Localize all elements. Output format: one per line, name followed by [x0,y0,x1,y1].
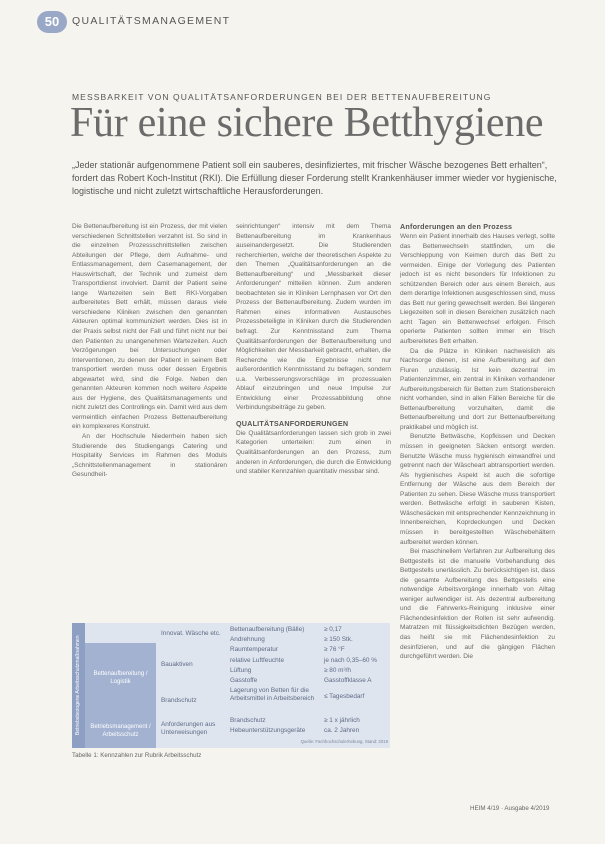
table-cell: ≥ 0,17 [324,626,342,633]
text-column-1 [72,222,227,572]
table-cell: relative Luftfeuchte [230,657,284,664]
table-category: Betriebsbezogene Arbeitsschutzmaßnahmen [72,623,85,748]
table-caption: Tabelle 1: Kennzahlen zur Rubrik Arbeitsschutz [72,752,202,759]
paragraph: Die Bettenaufbereitung ist ein Prozess, der mit vielen verschiedenen Schnittstellen verzahnt ist. So sind in die einzelnen Prozessschnittstellen zwischen Abteilungen der Pflege, dem Aufnahme- und Entlassmanagement, dem Casemanagement, der Hauswirtschaft, der Technik und zumeist dem Transportdienst involviert. Damit der Patient seine lange Wartezeiten sein Bett RKI-Vorgaben aufbereitetes Bett erhält, müssen daraus viele verschiedene Kliniken zwischen den genannten Akteuren optimal kommuniziert werden. Dies ist in der Praxis selbst nicht der Fall und führt nicht nur bei den Patienten zu unangenehmen Wartezeiten. Auch Verzögerungen bei Untersuchungen oder Interventionen, zu denen der Patient in seinem Bett transportiert werden muss oder dessen Ergebnis abgewartet wird, sind die Folge. Neben den genannten Akteuren kommen noch weitere Aspekte aus der Hygiene, des Qualitätsmanagements und nicht zuletzt des Controllings ein. Damit wird aus dem vermeintlich einfachen Prozess Bettenaufbereitung ein komplexeres Konstrukt. [72,223,227,431]
table-cell: Brandschutz [161,697,197,704]
table-cell: Lagerung von Betten für die Arbeitsmittel in Arbeitsbereich [230,687,315,702]
table-cell: Lüftung [230,667,252,674]
text-column-2 [236,222,391,572]
table-cell: ≥ 150 Stk. [324,636,353,643]
table-cell: Anforderungen aus Unterweisungen [161,721,216,736]
section-heading: QUALITÄTSMANAGEMENT [72,15,231,27]
paragraph: Benutzte Bettwäsche, Kopfkissen und Decken müssen in geeigneten Säcken entsorgt werden. Benutzte Wäsche muss hygienisch einwandfrei und getrennt nach der Wäscheart abtransportiert werden. Als hygienisches Aspekt ist auch die sofortige Entfernung der Wäsche aus dem Bereich der Patienten zu sehen. Diese Wäsche muss transportiert werden. Bettwäsche erfolgt in sauberen Kisten, Wäschesäcken mit entsprechender Kennzeichnung in Innenbereichen, Koprdeckungen und Decken müssen in bereitgestellten Wäschebehältern aufbereitet werden können. [400,433,555,546]
article-title: Für eine sichere Betthygiene [70,100,544,146]
paragraph: Wenn ein Patient innerhalb des Hauses verlegt, sollte das Bettenwechseln stattfinden, um die Verschleppung von Keimen durch das Bett zu vermeiden. Einige der Vorlegung des Patienten jedoch ist es nicht besonders für Infektionen zu schützenden Bereich oder aus einem Bereich, aus dem derartige Infektionen ausgeschlossen sind, muss das Bett nur gering gewechselt werden. Bei längeren Liegezeiten soll in diesen Bereichen zusätzlich nach acht Tagen ein Bettenwechsel erfolgen. Frisch operierte Patienten sollten immer ein frisch aufbereitetes Bett erhalten. [400,233,555,346]
text-column-3 [400,222,555,844]
table-cell: ca. 2 Jahren [324,727,360,734]
table-group-label: Bettenaufbereitung / Logistik [85,643,156,713]
table-cell: ≥ 80 m³/h [324,667,351,674]
table-source: Quelle: Fachhochschulerhebung, Stand: 2019 [300,739,388,744]
table-cell: Raumtemperatur [230,646,278,653]
table-cell: Hebeunterstützungsgeräte [230,727,306,734]
subheading: QUALITÄTSANFORDERUNGEN [236,418,349,428]
kpi-table [72,623,390,748]
table-cell: ≥ 1 x jährlich [324,717,360,724]
table-cell: Innovat. Wäsche etc. [161,630,221,637]
paragraph: Da die Plätze in Kliniken nachweislich als Nachsorge dienen, ist eine Aufbereitung auf den Fluren unzulässig. Ist kein dezentral im Patientenzimmer, ein zentral in Kliniken vorhandener Aufbereitungsbereich für Betten zum Stationsbereich nicht vorhanden, sind in allen Fällen Bereiche für die Bettenaufbereitung vorzuhalten, damit die Bettenaufbereitung und dort zur Bettenaufbereitung praktikabel und möglich ist. [400,347,555,431]
page-footer: HEIM 4/19 · Ausgabe 4/2019 [470,805,550,812]
article-lead: „Jeder stationär aufgenommene Patient soll ein sauberes, desinfiziertes, mit frischer Wäsche bezogenes Bett erhalten“, fordert das Robert Koch-Institut (RKI). Die Erfüllung dieser Forderung stellt Krankenhäuser immer wieder vor hygienische, logistische und nicht zuletzt wirtschaftliche Herausforderungen. [72,160,557,196]
table-cell: Andrehnung [230,636,265,643]
table-group-label: Betriebsmanagement / Arbeitsschutz [85,713,156,748]
paragraph: Die Qualitätsanforderungen lassen sich grob in zwei Kategorien unterteilen: zum einen in Qualitätsanforderungen an den Prozess, zum anderen in Anforderungen, die durch die Entwicklung und stabiler Kennzahlen quantitativ messbar sind. [236,429,391,476]
subheading: Anforderungen an den Prozess [400,222,513,231]
table-cell: Bettenaufbereitung (Bälle) [230,626,305,633]
table-cell: Gasstoffklasse A [324,677,372,684]
page-number-badge [37,11,67,33]
paragraph: An der Hochschule Niederrhein haben sich Studierende des Studiengangs Catering und Hospitality Services im Rahmen des Moduls „Schnittstellenmanagement in stationären Gesundheit- [72,433,227,479]
table-cell: ≤ Tagesbedarf [324,693,365,700]
paragraph: Bei maschinellem Verfahren zur Aufbereitung des Bettgestells ist die manuelle Vorbehandlung des Bettgestells unerlässlich. Zu berücksichtigen ist, dass die gesamte Aufbereitung des Bettgestells eine notwendige Arbeitsvorgänge innerhalb von Alltag weniger aufwendiger ist. Als dezentral aufbereitung und die Fahrwerks-Reinigung inklusive einer Flächendesinfektion der Rollen ist sehr aufwendig. Matratzen mit flüssigkeitsdichten Bezügen werden, das heißt sie mit Flächendesinfektion zu desinfizieren, und auf die gängigen Flächen durchgeführt werden. Die [400,548,555,661]
table-cell: ≥ 76 °F [324,646,345,653]
article-kicker: MESSBARKEIT VON QUALITÄTSANFORDERUNGEN BEI DER BETTENAUFBEREITUNG [72,92,492,102]
page-number: 50 [44,14,60,29]
table-cell: Gasstoffe [230,677,258,684]
table-cell: je nach 0,35–60 % [324,657,377,664]
table-cell: Bauaktiven [161,661,193,668]
paragraph: seinrichtungen“ intensiv mit dem Thema Bettenaufbereitung im Krankenhaus auseinandergesetzt. Die Studierenden recherchierten, welche der theoretischen Aspekte zu den Themen „Qualitätsanforderungen an die Bettenaufbereitung“ und „Messbarkeit dieser Anforderungen“ mitteilen können. Zum anderen beobachteten sie in Kliniken Lernphasen vor Ort den Prozess der Bettenaufbereitung. Zudem wurden im Rahmen eines informativen Austausches Prozessbeteiligte in Kliniken durch die Studierenden befragt. Zur Kenntnisstand zum Thema Qualitätsanforderungen der Bettenaufbereitung und Möglichkeiten der Messbarkeit gebracht, erhalten, die Recherche wie die Ergebnisse nicht nur außerordentlich Kenntnisstand zu befragen, sondern u.a. Verbesserungsvorschläge im prozessualen Ablauf einzubringen und neue Impulse zur Entwicklung einer Prozessabbildung ohne Verbindungsbeiträge zu geben. [236,223,391,412]
table-cell: Brandschutz [230,717,266,724]
